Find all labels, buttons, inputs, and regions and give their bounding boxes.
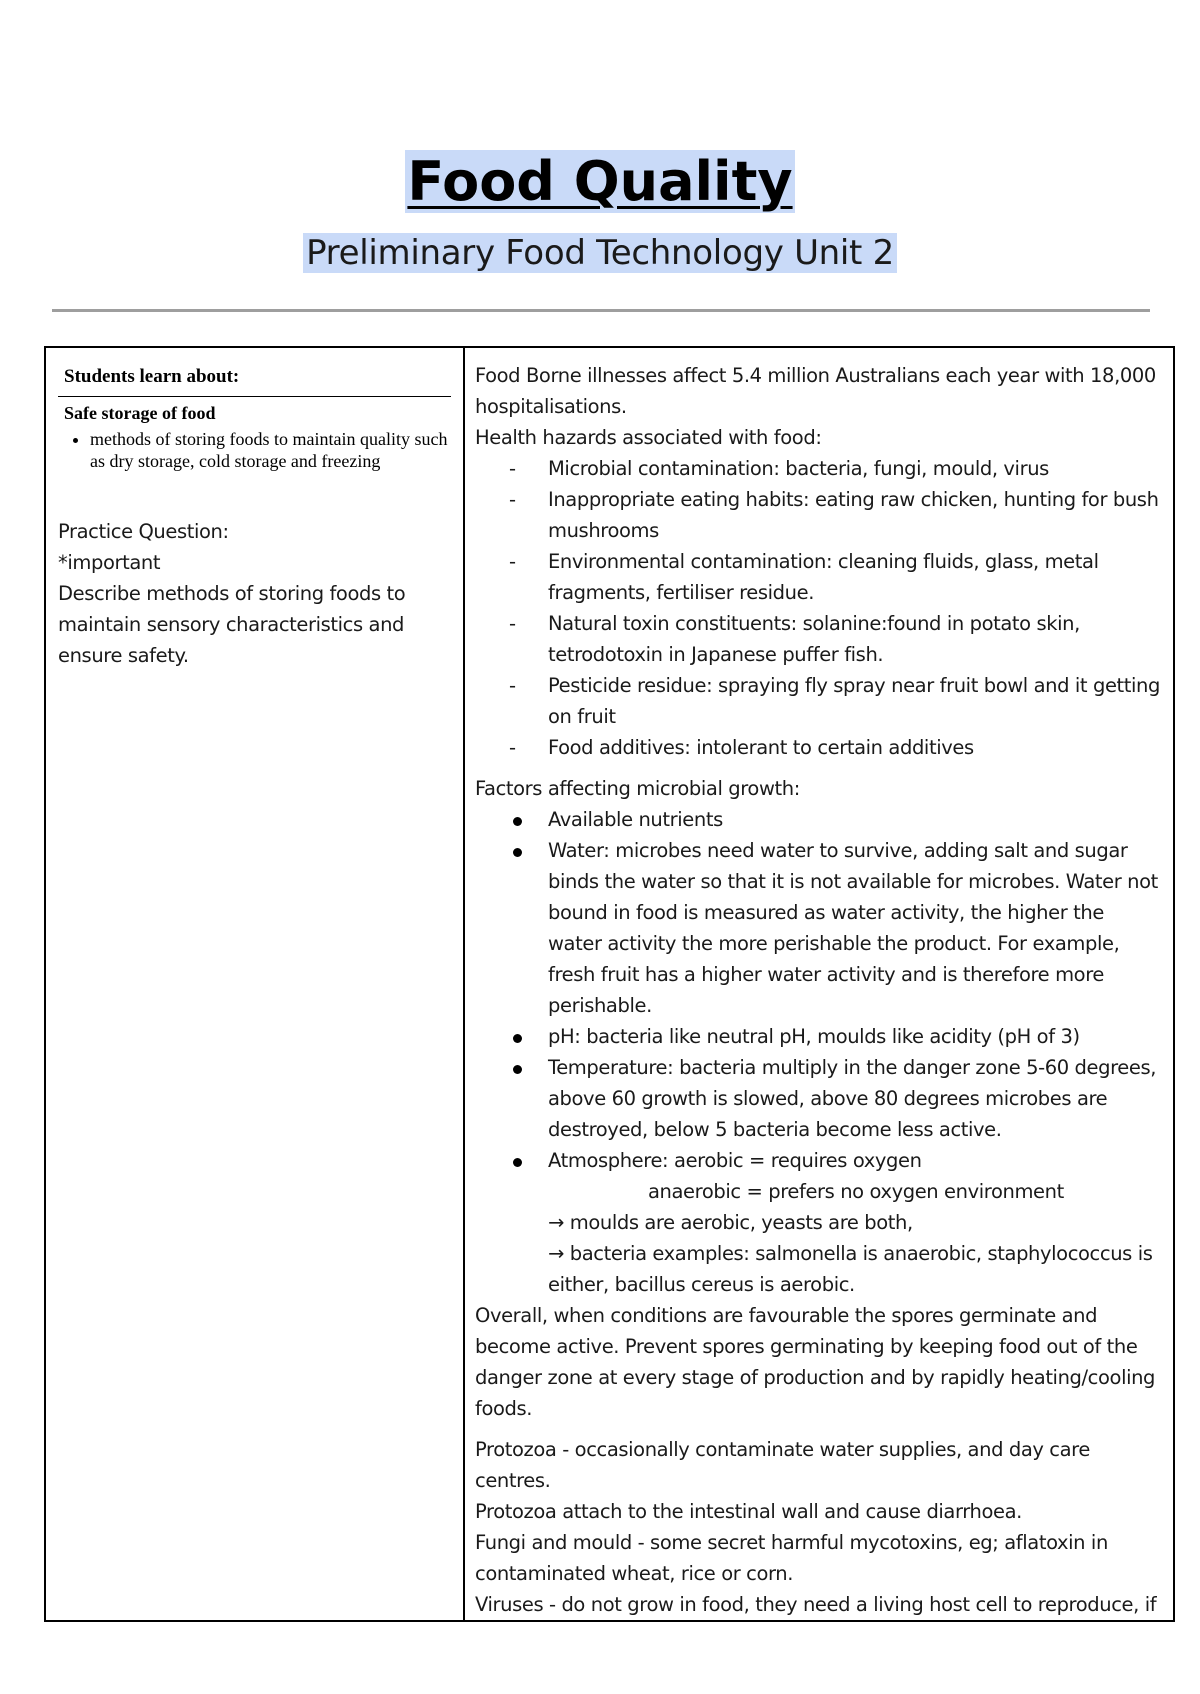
list-item-text: Microbial contamination: bacteria, fungi, mould, virus [548, 457, 1049, 480]
list-item-text: Atmosphere: aerobic = requires oxygen [548, 1149, 922, 1172]
left-column-inner [46, 348, 463, 671]
practice-label: Practice Question: [58, 520, 229, 543]
intro-text: Food Borne illnesses affect 5.4 million Australians each year with 18,000 hospitalisations. [475, 364, 1156, 418]
dash-marker: - [509, 736, 516, 759]
bullet-marker [513, 1034, 522, 1043]
list-item-text: Environmental contamination: cleaning fluids, glass, metal fragments, fertiliser residue. [548, 550, 1099, 604]
syllabus-list [58, 428, 451, 472]
list-item-text: Temperature: bacteria multiply in the danger zone 5-60 degrees, above 60 growth is slowed, above 80 degrees microbes are destroyed, below 5 bacteria become less active. [548, 1056, 1157, 1141]
list-item-text: Food additives: intolerant to certain additives [548, 736, 974, 759]
right-column [464, 347, 1174, 1621]
dash-marker: - [509, 612, 516, 635]
table-row [45, 347, 1174, 1621]
syllabus-subheader: Safe storage of food [64, 403, 216, 423]
left-column [45, 347, 464, 1621]
bullet-marker [513, 848, 522, 857]
title-wrap [0, 150, 1200, 214]
list-item [475, 804, 1163, 835]
factors-list [475, 804, 1163, 1176]
atmosphere-anaerobic: anaerobic = prefers no oxygen environment [648, 1180, 1064, 1203]
page-subtitle: Preliminary Food Technology Unit 2 [303, 233, 897, 273]
list-item-text: Water: microbes need water to survive, adding salt and sugar binds the water so that it is not available for microbes. Water not bound in food is measured as water activity, the higher the water activity the more perishable the product. For example, fresh fruit has a higher water activity and is therefore more perishable. [548, 839, 1158, 1017]
list-item [475, 453, 1163, 484]
bullet-marker [513, 1065, 522, 1074]
bullet-marker [513, 1158, 522, 1167]
right-column-inner [465, 348, 1173, 1620]
content-table [44, 346, 1175, 1622]
protozoa-text-2: Protozoa attach to the intestinal wall and cause diarrhoea. [475, 1500, 1022, 1523]
dash-marker: - [509, 488, 516, 511]
dash-marker: - [509, 550, 516, 573]
list-item [475, 732, 1163, 763]
dash-marker: - [509, 674, 516, 697]
list-item: • methods of storing foods to maintain quality such as dry storage, cold storage and freezing [90, 428, 451, 472]
practice-question-text: Describe methods of storing foods to maintain sensory characteristics and ensure safety. [58, 582, 406, 667]
list-item [475, 1052, 1163, 1145]
overall-text: Overall, when conditions are favourable the spores germinate and become active. Prevent spores germinating by keeping food out of the danger zone at every stage of production and by rapidly heating/cooling foods. [475, 1304, 1156, 1420]
subtitle-wrap [0, 231, 1200, 275]
list-item [475, 835, 1163, 1021]
list-item [475, 546, 1163, 608]
practice-flag: *important [58, 551, 161, 574]
list-item-text: Pesticide residue: spraying fly spray near fruit bowl and it getting on fruit [548, 674, 1160, 728]
list-item [475, 484, 1163, 546]
protozoa-text-1: Protozoa - occasionally contaminate water supplies, and day care centres. [475, 1438, 1090, 1492]
practice-question [58, 516, 451, 671]
factors-heading: Factors affecting microbial growth: [475, 777, 800, 800]
list-item-text: Natural toxin constituents: solanine:found in potato skin, tetrodotoxin in Japanese puffer fish. [548, 612, 1080, 666]
horizontal-divider [52, 309, 1150, 312]
list-item [475, 1021, 1163, 1052]
list-item-text: Available nutrients [548, 808, 723, 831]
page-title: Food Quality [407, 150, 793, 213]
dash-marker: - [509, 457, 516, 480]
syllabus-header: Students learn about: [58, 366, 451, 397]
list-item-text: Inappropriate eating habits: eating raw chicken, hunting for bush mushrooms [548, 488, 1159, 542]
list-item-text: pH: bacteria like neutral pH, moulds like acidity (pH of 3) [548, 1025, 1080, 1048]
viruses-text: Viruses - do not grow in food, they need a living host cell to reproduce, if [475, 1593, 1157, 1616]
fungi-text: Fungi and mould - some secret harmful mycotoxins, eg; aflatoxin in contaminated wheat, rice or corn. [475, 1531, 1108, 1585]
atmosphere-bacteria: → bacteria examples: salmonella is anaerobic, staphylococcus is either, bacillus cereus is aerobic. [548, 1242, 1153, 1296]
hazards-list [475, 453, 1163, 763]
spacer [475, 763, 1163, 773]
list-item [475, 608, 1163, 670]
spacer [475, 1424, 1163, 1434]
hazards-heading: Health hazards associated with food: [475, 426, 822, 449]
bullet-marker [513, 817, 522, 826]
atmosphere-moulds: → moulds are aerobic, yeasts are both, [548, 1211, 913, 1234]
list-item [475, 1145, 1163, 1176]
list-item [475, 670, 1163, 732]
